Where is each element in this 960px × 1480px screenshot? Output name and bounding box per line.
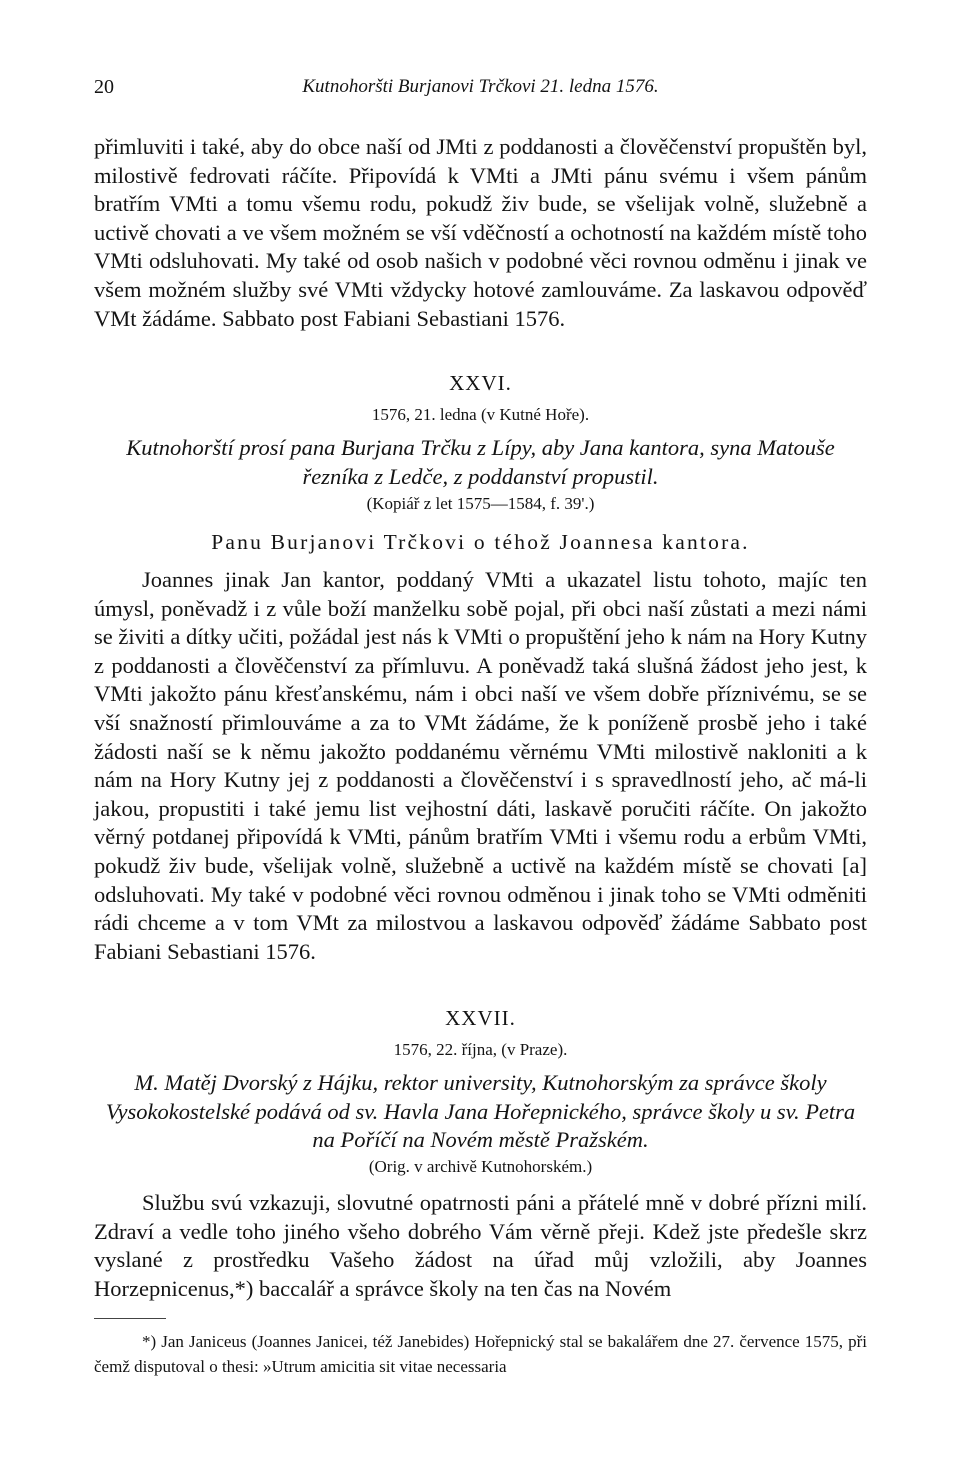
- continuation-paragraph: přimluviti i také, aby do obce naší od JMti z poddanosti a člověčenství propuštěn byl, milostivě fedrovati ráčíte. Připovídá k VMti a JMti pánu svému i všem pánům bratřím VMti a tomu všemu rodu, pokudž živ bude, se všelijak volně, služebně a uctivě chovati a ve všem možném se vší vděčností a ochotností na každém místě toho VMti odsluhovati. My také od osob našich v podobné věci rovnou odměnu i jinak ve všem možném služby své VMti vždycky hotové zamlouváme. Za laskavou odpověď VMt žádáme. Sabbato post Fabiani Sebastiani 1576.: [94, 134, 867, 331]
- letter-address-26: Panu Burjanovi Trčkovi o téhož Joannesa kantora.: [211, 530, 750, 554]
- document-source-27: (Orig. v archivě Kutnohorském.): [368, 1157, 593, 1176]
- document-date-27: 1576, 22. října, (v Praze).: [393, 1040, 568, 1059]
- footnote-divider: [94, 1318, 166, 1319]
- letter-text-26: Joannes jinak Jan kantor, poddaný VMti a ukazatel listu tohoto, majíc ten úmysl, poněvadž i z vůle boží manželku sobě pojal, při obci naší zůstati a mezi námi se živiti a dítky učiti, požádal jest nás k VMti o propuštění jeho k nám na Hory Kutny z poddanosti a člověčenství za přímluvu. A poněvadž taká slušná žádost jeho jest, k VMti jakožto pánu křesťanskému, nám i obci naší ve všem dobře příznivému, se se vší snažností přimlouváme a za to VMt žádáme, že k poníženě prosbě jeho i také žádosti naší se k němu jakožto poddanému věrnému VMti milostivě nakloniti a k nám na Hory Kutny jej z poddanosti a člověčenství i s spravedlností jeho, ač má-li jakou, propustiti i také jemu list vejhostní dáti, laskavě poručiti ráčíte. On jakožto věrný potdanej připovídá k VMti, pánům bratřím VMti i všemu rodu a erbům VMti, pokudž živ bude, všelijak volně, služebně a uctivě na každém místě se chovati [a] odsluhovati. My také v podobné věci rovnou odměnou i jinak toho se VMti odměniti rádi chceme a v tom VMt za milostvou a laskavou odpověď žádáme Sabbato post Fabiani Sebastiani 1576.: [94, 567, 867, 964]
- page-number: 20: [94, 76, 114, 98]
- document-summary-26: Kutnohorští prosí pana Burjana Trčku z Lípy, aby Jana kantora, syna Matouše řezníka z Ledče, z poddanství propustil.: [126, 435, 835, 489]
- letter-text-27: Službu svú vzkazuji, slovutné opatrnosti páni a přátelé mně v dobré přízni milí. Zdraví a vedle toho jiného všeho dobrého Vám věrně přeji. Kdež jste předešle skrz vyslané z prostředku Vašeho žádost na úřad můj vzložili, aby Joannes Horzepnicenus,*) baccalář a správce školy na ten čas na Novém: [94, 1190, 867, 1301]
- running-head: Kutnohoršti Burjanovi Trčkovi 21. ledna 1576.: [302, 76, 659, 97]
- footnote: *) Jan Janiceus (Joannes Janicei, též Janebides) Hořepnický stal se bakalářem dne 27. července 1575, při čemž disputoval o thesi: »Utrum amicitia sit vitae necessaria: [94, 1332, 867, 1376]
- document-summary-27: M. Matěj Dvorský z Hájku, rektor university, Kutnohorským za správce školy Vysokokostelské podává od sv. Havla Jana Hořepnického, správce školy u sv. Petra na Poříčí na Novém městě Pražském.: [105, 1070, 856, 1153]
- document-number-27: XXVII.: [445, 1006, 516, 1030]
- document-date-26: 1576, 21. ledna (v Kutné Hoře).: [371, 405, 590, 424]
- document-number-26: XXVI.: [449, 371, 512, 395]
- document-source-26: (Kopiář z let 1575—1584, f. 39'.): [366, 494, 595, 513]
- page-header: [94, 76, 867, 106]
